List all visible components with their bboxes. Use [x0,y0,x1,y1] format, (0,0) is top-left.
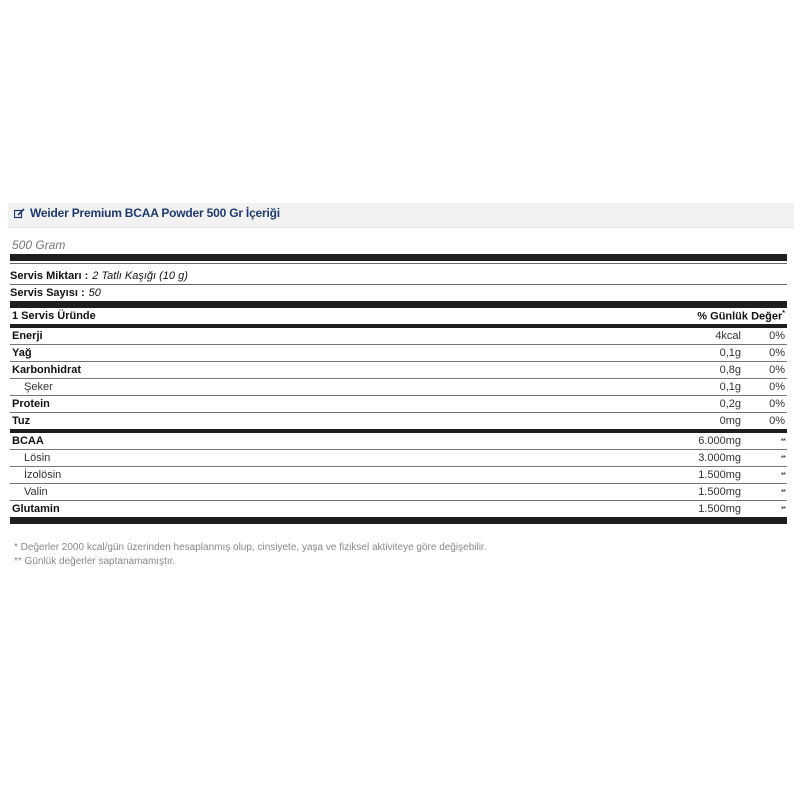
column-header-amount: 1 Servis Üründe [12,310,96,322]
serving-count [10,285,787,301]
nutrient-name: Yağ [12,347,32,359]
table-row [10,484,787,501]
footnotes [14,541,486,569]
daily-value: 0% [769,347,785,359]
serving-size-label: Servis Miktarı : [10,270,89,282]
daily-value: 0% [769,398,785,410]
table-row [10,501,787,517]
daily-value: 0% [769,364,785,376]
nutrient-rows [10,328,787,429]
nutrient-amount: 0,1g [719,381,741,393]
column-header-daily-value: % Günlük Değer* [697,309,785,323]
divider-thick [10,301,787,308]
daily-value: 0% [769,330,785,342]
nutrient-name: Lösin [24,452,51,464]
divider-thick [10,254,787,261]
daily-value: ** [780,504,785,514]
footnote: ** Günlük değerler saptanamamıştır. [14,556,176,567]
section-title: Weider Premium BCAA Powder 500 Gr İçeriği [30,206,280,220]
daily-value: 0% [769,381,785,393]
table-row [10,413,787,429]
divider-thick [10,517,787,524]
nutrient-name: Glutamin [12,503,60,515]
daily-value: ** [780,453,785,463]
nutrient-amount: 3.000mg [698,452,741,464]
nutrient-amount: 4kcal [715,330,741,342]
serving-count-value: 50 [88,287,101,299]
nutrient-amount: 0,2g [719,398,741,410]
serving-count-label: Servis Sayısı : [10,287,85,299]
table-row [10,396,787,413]
nutrient-amount: 1.500mg [698,486,741,498]
daily-value: 0% [769,415,785,427]
table-row [10,362,787,379]
nutrient-amount: 1.500mg [698,503,741,515]
nutrient-amount: 0mg [719,415,741,427]
nutrient-name: Protein [12,398,50,410]
daily-value: ** [780,470,785,480]
section-header [8,203,794,228]
nutrient-name: Şeker [24,381,53,393]
nutrient-amount: 1.500mg [698,469,741,481]
nutrient-name: Valin [24,486,48,498]
table-row [10,450,787,467]
table-row [10,379,787,396]
table-row [10,345,787,362]
table-row [10,328,787,345]
table-row [10,467,787,484]
nutrient-amount: 6.000mg [698,435,741,447]
nutrient-name: Enerji [12,330,43,342]
nutrient-amount: 0,1g [719,347,741,359]
table-row [10,433,787,450]
table-header [10,308,787,324]
nutrient-name: Tuz [12,415,31,427]
nutrition-panel [10,237,787,524]
serving-size-value: 2 Tatlı Kaşığı (10 g) [92,270,188,282]
nutrient-amount: 0,8g [719,364,741,376]
edit-icon [14,208,25,219]
daily-value: ** [780,436,785,446]
nutrient-name: İzolösin [24,469,62,481]
nutrient-name: Karbonhidrat [12,364,82,376]
daily-value: ** [780,487,785,497]
nutrient-name: BCAA [12,435,44,447]
package-size: 500 Gram [12,238,66,252]
amino-rows [10,433,787,517]
serving-size [10,268,787,284]
footnote: * Değerler 2000 kcal/gün üzerinden hesaplanmış olup, cinsiyete, yaşa ve fiziksel aktiviteye göre değişebilir. [14,542,487,553]
